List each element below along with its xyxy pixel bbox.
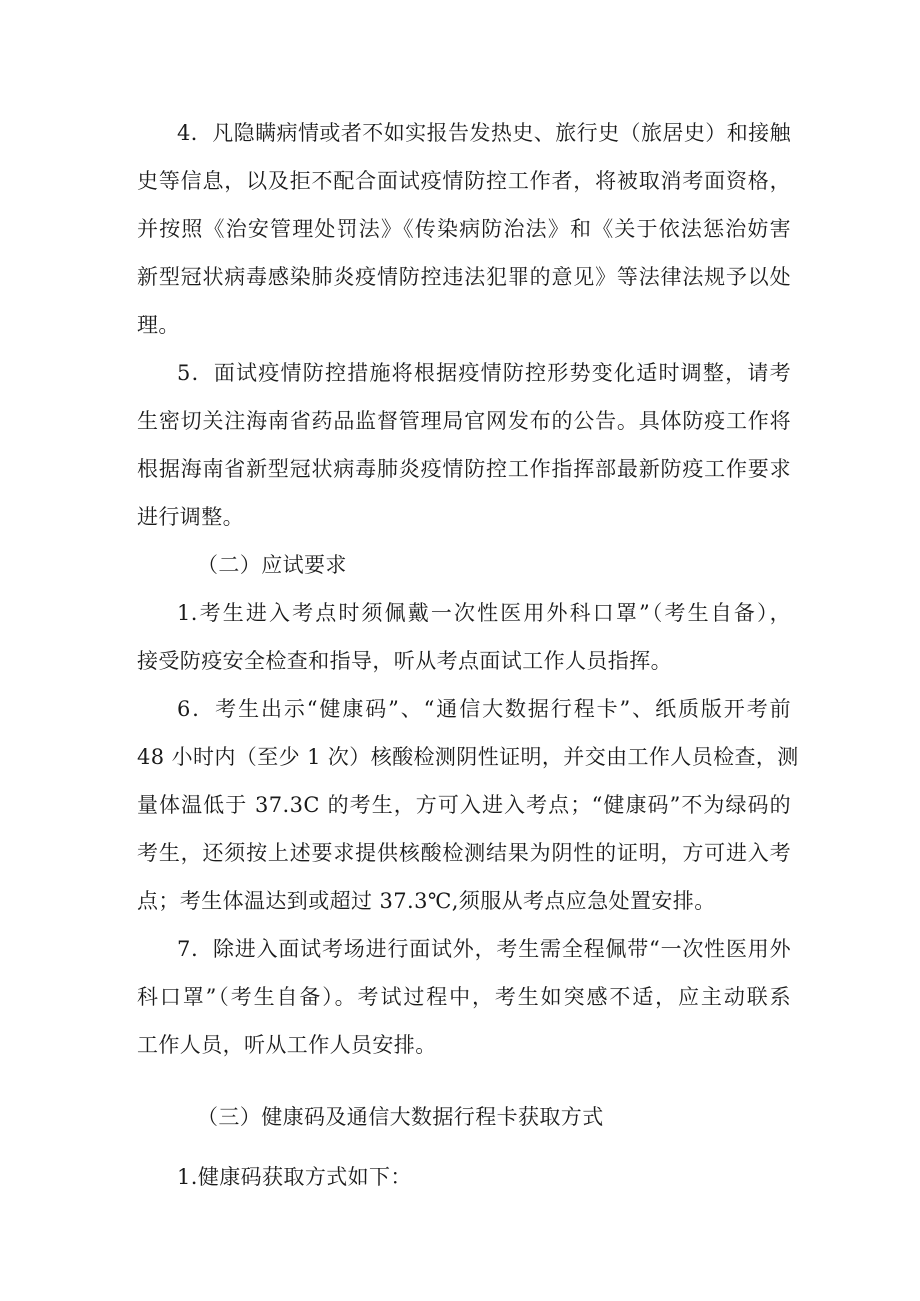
item-1-line-2: 接受防疫安全检查和指导，听从考点面试工作人员指挥。 (137, 649, 672, 673)
item-5-line-4: 进行调整。 (137, 505, 244, 529)
item-6-line-4: 考生，还须按上述要求提供核酸检测结果为阴性的证明，方可进入考 (137, 841, 791, 865)
item-7-line-3: 工作人员，听从工作人员安排。 (137, 1033, 437, 1057)
item-4-line-3: 并按照《治安管理处罚法》《传染病防治法》和《关于依法惩治妨害 (137, 217, 791, 241)
item-4-line-4: 新型冠状病毒感染肺炎疫情防控违法犯罪的意见》等法律法规予以处 (137, 265, 791, 289)
health-code-item: 1.健康码获取方式如下： (177, 1165, 412, 1189)
item-5-line-3: 根据海南省新型冠状病毒肺炎疫情防控工作指挥部最新防疫工作要求 (137, 457, 791, 481)
item-4-line-1: 4．凡隐瞒病情或者不如实报告发热史、旅行史（旅居史）和接触 (177, 121, 791, 145)
item-6-line-5: 点；考生体温达到或超过 37.3℃,须服从考点应急处置安排。 (137, 889, 716, 913)
item-6-line-3: 量体温低于 37.3C 的考生，方可入进入考点；“健康码”不为绿码的 (137, 793, 791, 817)
item-6-line-1: 6．考生出示“健康码”、“通信大数据行程卡”、纸质版开考前 (177, 697, 791, 721)
item-7-line-2: 科口罩”（考生自备）。考试过程中，考生如突感不适，应主动联系 (137, 985, 791, 1009)
item-5-line-2: 生密切关注海南省药品监督管理局官网发布的公告。具体防疫工作将 (137, 409, 791, 433)
item-1-line-1: 1.考生进入考点时须佩戴一次性医用外科口罩”（考生自备）， (177, 601, 791, 625)
item-5-line-1: 5．面试疫情防控措施将根据疫情防控形势变化适时调整，请考 (177, 361, 791, 385)
item-7-line-1: 7．除进入面试考场进行面试外，考生需全程佩带“一次性医用外 (177, 937, 791, 961)
item-4-line-2: 史等信息，以及拒不配合面试疫情防控工作者，将被取消考面资格， (137, 169, 791, 193)
section-heading-3: （三）健康码及通信大数据行程卡获取方式 (197, 1105, 604, 1129)
item-4-line-5: 理。 (137, 313, 180, 337)
item-6-line-2: 48 小时内（至少 1 次）核酸检测阴性证明，并交由工作人员检查，测 (137, 745, 799, 769)
section-heading-2: （二）应试要求 (197, 553, 347, 577)
